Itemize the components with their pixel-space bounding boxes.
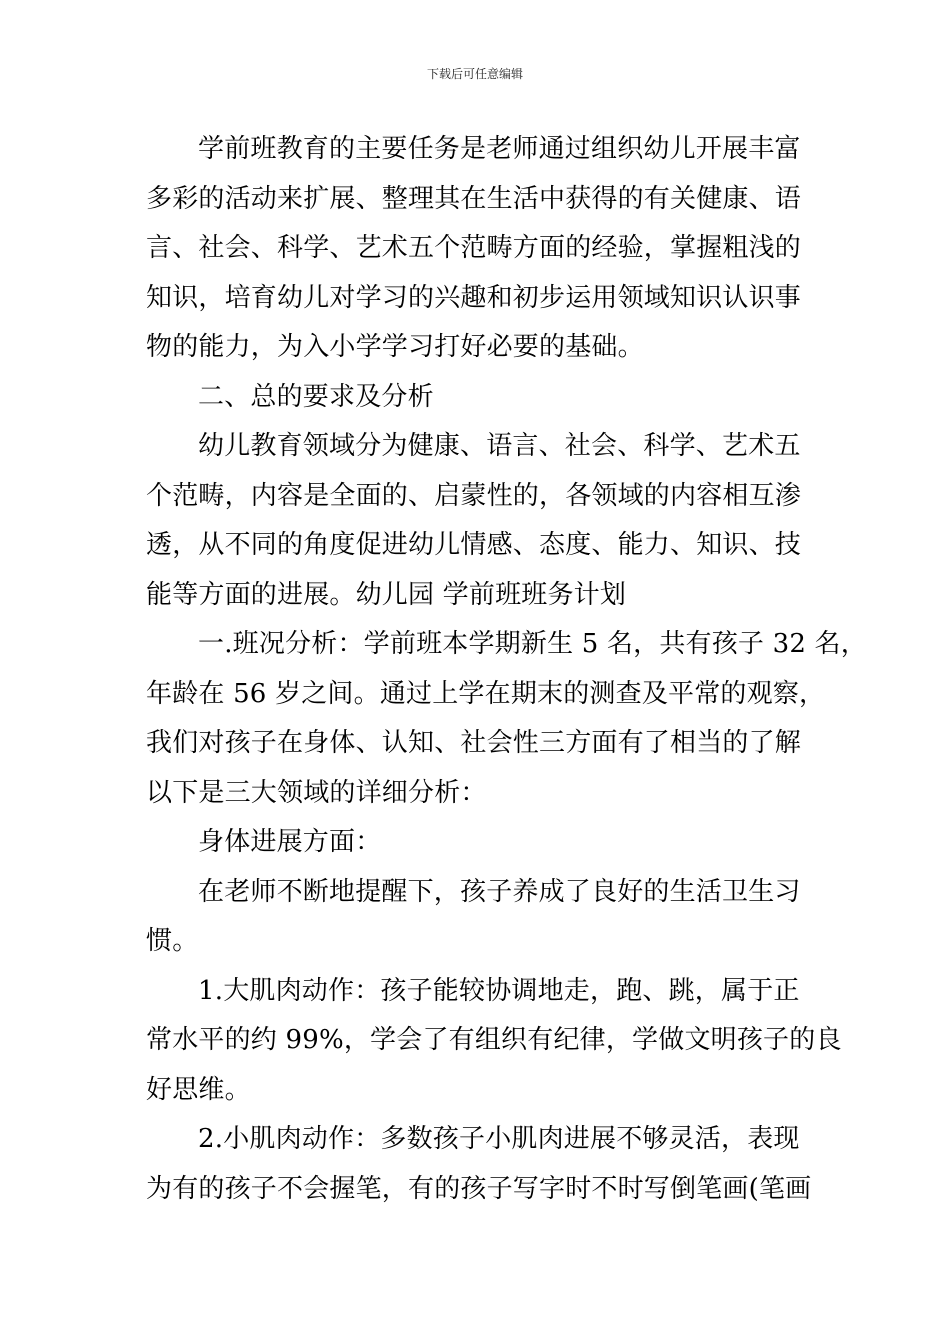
- paragraph-line: 为有的孩子不会握笔，有的孩子写字时不时写倒笔画(笔画: [146, 1173, 812, 1204]
- paragraph-line: 在老师不断地提醒下，孩子养成了良好的生活卫生习: [198, 876, 801, 907]
- paragraph-line: 多彩的活动来扩展、整理其在生活中获得的有关健康、语: [146, 183, 802, 214]
- paragraph-line: 2.小肌肉动作：多数孩子小肌肉进展不够灵活，表现: [198, 1124, 800, 1154]
- paragraph-line: 个范畴，内容是全面的、启蒙性的，各领域的内容相互渗: [146, 480, 802, 511]
- paragraph-line: 1.大肌肉动作：孩子能较协调地走，跑、跳，属于正: [198, 975, 800, 1006]
- paragraph-line: 我们对孩子在身体、认知、社会性三方面有了相当的了解: [146, 728, 802, 758]
- paragraph-line: 年龄在 56 岁之间。通过上学在期末的测查及平常的观察，: [146, 678, 826, 709]
- paragraph-line: 能等方面的进展。幼儿园 学前班班务计划: [146, 579, 627, 610]
- paragraph-line: 言、社会、科学、艺术五个范畴方面的经验，掌握粗浅的: [146, 233, 802, 263]
- section-heading: 二、总的要求及分析: [198, 381, 434, 412]
- paragraph-line: 学前班教育的主要任务是老师通过组织幼儿开展丰富: [198, 134, 801, 164]
- paragraph-line: 惯。: [146, 926, 199, 956]
- paragraph-line: 一.班况分析：学前班本学期新生 5 名，共有孩子 32 名，: [198, 629, 867, 659]
- document-body: [146, 125, 867, 1214]
- paragraph-line: 幼儿教育领域分为健康、语言、社会、科学、艺术五: [198, 431, 801, 461]
- paragraph-line: 以下是三大领域的详细分析：: [146, 777, 487, 808]
- paragraph-line: 透，从不同的角度促进幼儿情感、态度、能力、知识、技: [146, 530, 802, 560]
- paragraph-line: 知识，培育幼儿对学习的兴趣和初步运用领域知识认识事: [146, 282, 802, 313]
- page-header: 下载后可任意编辑: [426, 67, 523, 81]
- paragraph-line: 物的能力，为入小学学习打好必要的基础。: [146, 332, 644, 362]
- paragraph-line: 常水平的约 99%，学会了有组织有纪律，学做文明孩子的良: [146, 1025, 842, 1055]
- subsection-heading: 身体进展方面：: [198, 827, 382, 857]
- paragraph-line: 好思维。: [146, 1074, 251, 1105]
